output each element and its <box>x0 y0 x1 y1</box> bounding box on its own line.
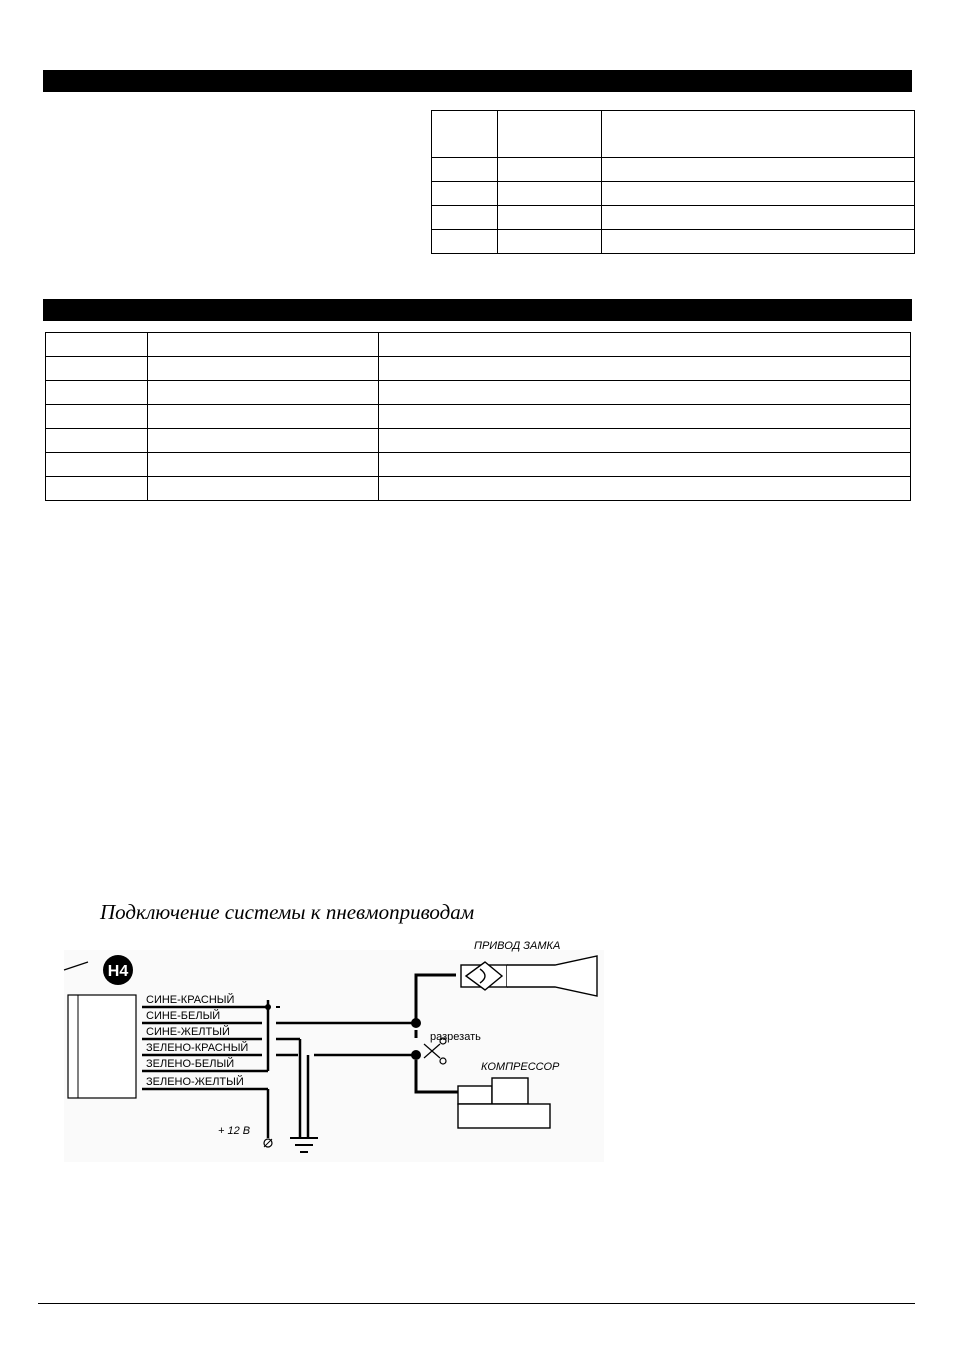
table-row <box>432 206 915 230</box>
wire-label-green-yellow: ЗЕЛЕНО-ЖЕЛТЫЙ <box>146 1076 244 1088</box>
junction-dot-icon <box>411 1050 421 1060</box>
section-header-bar-1 <box>43 70 912 92</box>
table-row <box>432 158 915 182</box>
table-row <box>432 111 915 158</box>
footer-rule <box>38 1303 915 1304</box>
power-label: + 12 В <box>218 1125 251 1137</box>
table-row <box>46 453 911 477</box>
table-row <box>46 381 911 405</box>
cut-label: разрезать <box>430 1031 481 1043</box>
wire-label-blue-red: СИНЕ-КРАСНЫЙ <box>146 994 235 1006</box>
junction-dot-icon <box>411 1018 421 1028</box>
compressor-label: КОМПРЕССОР <box>481 1061 560 1073</box>
table-row <box>432 182 915 206</box>
wiring-diagram <box>0 930 954 1170</box>
table-row <box>46 333 911 357</box>
table-row <box>46 429 911 453</box>
wire-label-blue-yellow: СИНЕ-ЖЕЛТЫЙ <box>146 1026 230 1038</box>
table-row <box>46 405 911 429</box>
wire-label-green-red: ЗЕЛЕНО-КРАСНЫЙ <box>146 1042 249 1054</box>
section-header-bar-2 <box>43 299 912 321</box>
wire-label-green-white: ЗЕЛЕНО-БЕЛЫЙ <box>146 1058 235 1070</box>
wire-label-blue-white: СИНЕ-БЕЛЫЙ <box>146 1010 221 1022</box>
table-row <box>46 357 911 381</box>
lock-actuator-label: ПРИВОД ЗАМКА <box>474 940 561 952</box>
table-row <box>46 477 911 501</box>
small-table <box>431 110 915 254</box>
table-row <box>432 230 915 254</box>
connector-label: H4 <box>107 963 129 980</box>
large-table <box>45 332 911 501</box>
junction-dot-icon <box>265 1004 271 1010</box>
diagram-title: Подключение системы к пневмоприводам <box>100 900 475 924</box>
